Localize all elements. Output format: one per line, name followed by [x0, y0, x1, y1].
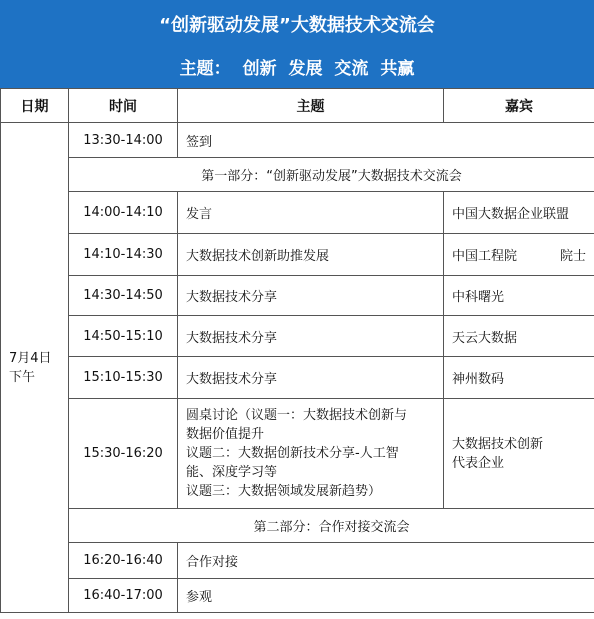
section-title: 第二部分：合作对接交流会: [69, 509, 594, 543]
table-row: [1, 234, 594, 276]
guest-line: 大数据技术创新: [452, 436, 544, 452]
time-cell: 13:30-14:00: [69, 123, 178, 158]
time-cell: 15:10-15:30: [69, 357, 178, 399]
guest-cell: [444, 399, 594, 509]
column-header-topic: 主题: [178, 89, 444, 123]
time-cell: 14:30-14:50: [69, 276, 178, 316]
table-row: [1, 123, 594, 158]
time-cell: 14:00-14:10: [69, 192, 178, 234]
table-row: [1, 399, 594, 509]
column-header-date: 日期: [1, 89, 69, 123]
guest-line: 代表企业: [452, 455, 505, 471]
time-cell: 14:50-15:10: [69, 316, 178, 357]
table-header-row: [1, 89, 594, 123]
event-title: “创新驱动发展”大数据技术交流会: [159, 15, 435, 36]
header-banner: [0, 0, 594, 88]
time-cell: 14:10-14:30: [69, 234, 178, 276]
column-header-time: 时间: [69, 89, 178, 123]
guest-title: 院士: [559, 249, 586, 264]
date-label: 7月4日: [9, 350, 52, 366]
section-row: [1, 158, 594, 192]
topic-line: 议题三：大数据领域发展新趋势）: [186, 484, 382, 499]
topic-cell: 大数据技术分享: [178, 276, 444, 316]
topic-line: 能、深度学习等: [186, 465, 278, 480]
topic-cell: 大数据技术分享: [178, 316, 444, 357]
agenda-table: [0, 88, 594, 613]
column-header-guest: 嘉宾: [444, 89, 594, 123]
topic-cell: 签到: [178, 123, 594, 158]
topic-cell: 合作对接: [178, 543, 594, 579]
time-cell: 15:30-16:20: [69, 399, 178, 509]
table-row: [1, 316, 594, 357]
guest-cell: 天云大数据: [444, 316, 594, 357]
date-cell: [1, 123, 69, 613]
section-row: [1, 509, 594, 543]
table-row: [1, 192, 594, 234]
guest-cell: 中科曙光: [444, 276, 594, 316]
section-title: 第一部分：“创新驱动发展”大数据技术交流会: [69, 158, 594, 192]
topic-line: 数据价值提升: [186, 427, 265, 442]
topic-cell: 参观: [178, 579, 594, 613]
table-row: [1, 276, 594, 316]
time-cell: 16:40-17:00: [69, 579, 178, 613]
date-period: 下午: [9, 369, 36, 385]
topic-line: 圆桌讨论（议题一：大数据技术创新与: [186, 408, 408, 423]
topic-cell: [178, 399, 444, 509]
topic-cell: 发言: [178, 192, 444, 234]
guest-cell: [444, 234, 594, 276]
event-theme: 主题： 创新 发展 交流 共赢: [179, 59, 415, 79]
guest-org: 中国工程院: [452, 249, 518, 264]
topic-line: 议题二：大数据创新技术分享-人工智: [186, 446, 399, 461]
guest-cell: 神州数码: [444, 357, 594, 399]
table-row: [1, 357, 594, 399]
guest-cell: 中国大数据企业联盟: [444, 192, 594, 234]
table-row: [1, 579, 594, 613]
time-cell: 16:20-16:40: [69, 543, 178, 579]
table-row: [1, 543, 594, 579]
topic-cell: 大数据技术创新助推发展: [178, 234, 444, 276]
topic-cell: 大数据技术分享: [178, 357, 444, 399]
